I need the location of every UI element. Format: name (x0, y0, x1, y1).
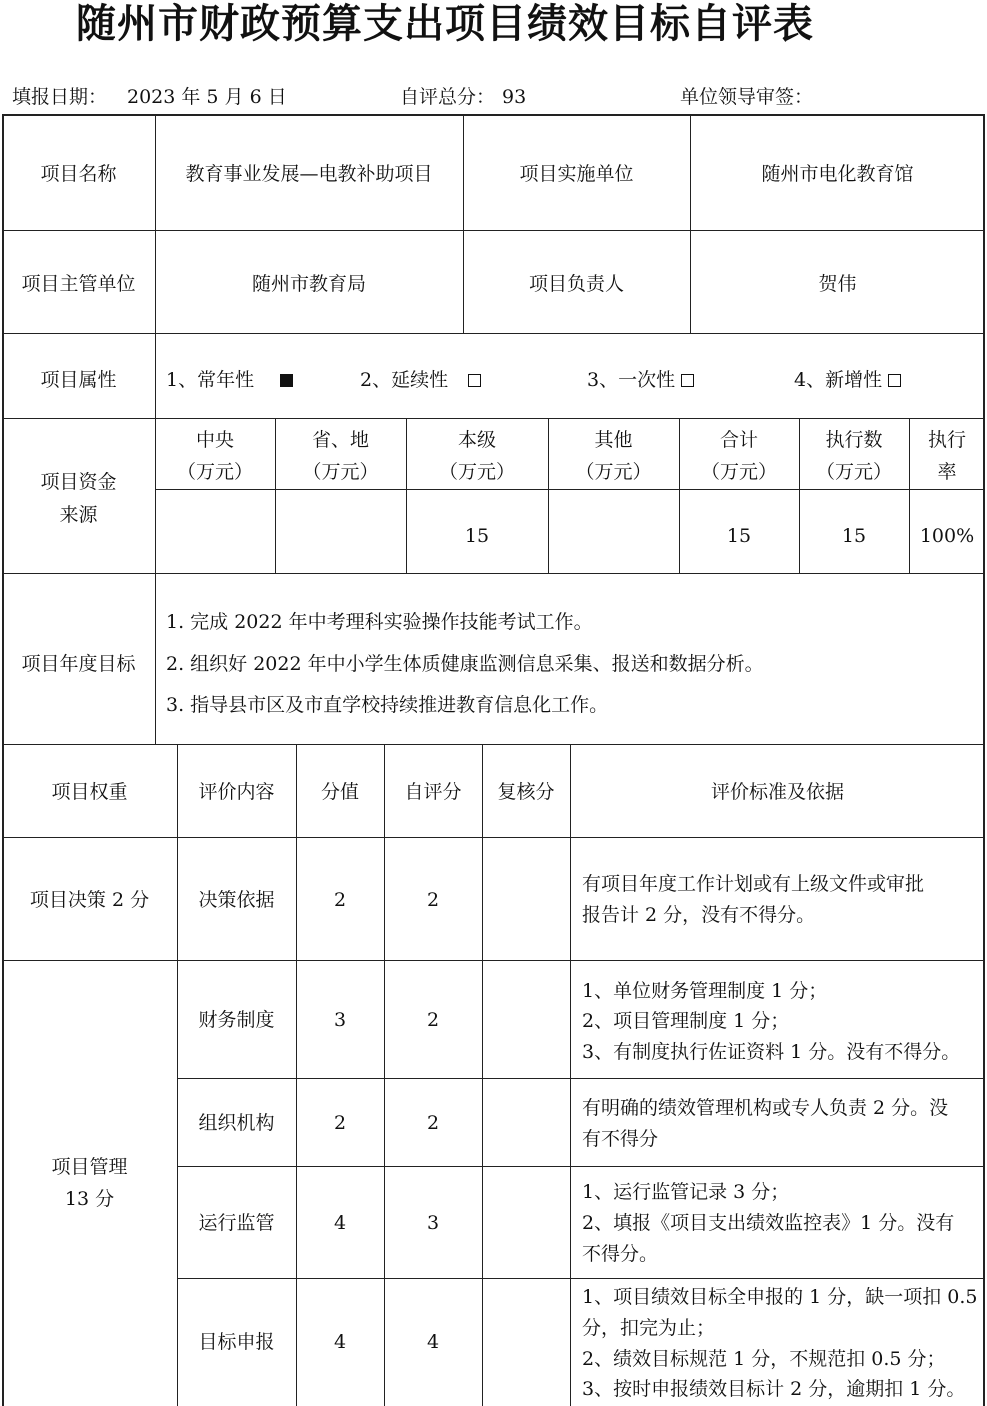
eval-header-weight: 项目权重 (51, 781, 128, 803)
funds-label-line1: 项目资金 (40, 471, 117, 493)
unchecked-box-icon (681, 374, 694, 387)
funds-header-unit: （万元） (302, 461, 379, 483)
form-title: 随州市财政预算支出项目绩效目标自评表 (76, 0, 814, 47)
eval-header-score: 分值 (320, 781, 359, 803)
supervision-self-score: 3 (426, 1212, 440, 1234)
organization-content: 组织机构 (198, 1112, 275, 1134)
funds-header-rate: 执行 (927, 429, 966, 451)
funds-header-local: 本级 (457, 429, 496, 451)
goals-label: 项目年度目标 (21, 653, 136, 675)
project-name: 教育事业发展—电教补助项目 (185, 163, 433, 185)
dept: 随州市教育局 (251, 273, 366, 295)
leader-sign-label: 单位领导审签： (680, 86, 814, 108)
project-leader: 贺伟 (818, 273, 857, 295)
funds-header-unit: （万元） (815, 461, 892, 483)
criteria-line: 3、按时申报绩效目标计 2 分，逾期扣 1 分。 (582, 1378, 966, 1400)
management-weight-score: 13 分 (64, 1188, 115, 1210)
impl-unit: 随州市电化教育馆 (761, 163, 914, 185)
funds-header-unit: （万元） (438, 461, 515, 483)
criteria-line: 1、项目绩效目标全申报的 1 分，缺一项扣 0.5 (582, 1286, 978, 1308)
goal-declaration-self-score: 4 (426, 1331, 440, 1353)
attr-option-onetime[interactable] (587, 364, 694, 396)
attr-option-new[interactable] (794, 364, 901, 396)
goal-item: 3. 指导县市区及市直学校持续推进教育信息化工作。 (166, 694, 609, 716)
supervision-content: 运行监管 (198, 1212, 275, 1234)
criteria-line: 有明确的绩效管理机构或专人负责 2 分。没 (582, 1097, 949, 1119)
organization-score: 2 (333, 1112, 347, 1134)
funds-value-executed: 15 (841, 525, 867, 547)
criteria-line: 有项目年度工作计划或有上级文件或审批 (582, 873, 925, 895)
criteria-line: 不得分。 (582, 1243, 659, 1265)
finance-score: 3 (333, 1009, 347, 1031)
criteria-line: 2、项目管理制度 1 分； (582, 1010, 790, 1032)
funds-value-total: 15 (726, 525, 752, 547)
attr-option-continuing[interactable] (360, 364, 481, 396)
project-name-label: 项目名称 (40, 163, 117, 185)
decision-score: 2 (333, 889, 347, 911)
attr-option-label: 2、延续性 (360, 369, 449, 391)
project-leader-label: 项目负责人 (528, 273, 624, 295)
funds-value-local: 15 (464, 525, 490, 547)
criteria-line: 3、有制度执行佐证资料 1 分。没有不得分。 (582, 1041, 961, 1063)
criteria-line: 分，扣完为止； (582, 1317, 716, 1339)
funds-header-executed: 执行数 (825, 429, 883, 451)
funds-value-rate: 100% (919, 525, 975, 547)
funds-header-total: 合计 (719, 429, 758, 451)
eval-header-review-score: 复核分 (497, 781, 555, 803)
supervision-score: 4 (333, 1212, 347, 1234)
fill-date-label: 填报日期： (12, 86, 108, 108)
total-score: 93 (502, 86, 527, 108)
funds-header-province: 省、地 (311, 429, 369, 451)
checked-box-icon (280, 374, 293, 387)
funds-label-line2: 来源 (59, 504, 98, 526)
goal-declaration-score: 4 (333, 1331, 347, 1353)
criteria-line: 2、填报《项目支出绩效监控表》1 分。没有 (582, 1212, 955, 1234)
funds-header-rate-line2: 率 (937, 461, 957, 483)
eval-header-self-score: 自评分 (404, 781, 462, 803)
eval-header-criteria: 评价标准及依据 (710, 781, 844, 803)
decision-weight: 项目决策 2 分 (29, 889, 150, 911)
finance-content: 财务制度 (198, 1009, 275, 1031)
decision-self-score: 2 (426, 889, 440, 911)
funds-header-unit: （万元） (176, 461, 253, 483)
dept-label: 项目主管单位 (21, 273, 136, 295)
attr-option-recurring[interactable] (166, 364, 293, 396)
unchecked-box-icon (888, 374, 901, 387)
goal-item: 1. 完成 2022 年中考理科实验操作技能考试工作。 (166, 611, 593, 633)
organization-self-score: 2 (426, 1112, 440, 1134)
criteria-line: 报告计 2 分，没有不得分。 (582, 904, 816, 926)
funds-header-unit: （万元） (700, 461, 777, 483)
attr-option-label: 1、常年性 (166, 369, 255, 391)
criteria-line: 1、运行监管记录 3 分； (582, 1181, 790, 1203)
goal-item: 2. 组织好 2022 年中小学生体质健康监测信息采集、报送和数据分析。 (166, 653, 764, 675)
unchecked-box-icon (468, 374, 481, 387)
decision-content: 决策依据 (198, 889, 275, 911)
attr-label: 项目属性 (40, 369, 117, 391)
criteria-line: 1、单位财务管理制度 1 分； (582, 980, 828, 1002)
attr-option-label: 3、一次性 (587, 369, 676, 391)
funds-header-unit: （万元） (575, 461, 652, 483)
total-score-label: 自评总分： (400, 86, 496, 108)
attr-option-label: 4、新增性 (794, 369, 883, 391)
goal-declaration-content: 目标申报 (198, 1331, 275, 1353)
criteria-line: 2、绩效目标规范 1 分，不规范扣 0.5 分； (582, 1348, 946, 1370)
funds-header-other: 其他 (594, 429, 633, 451)
fill-date: 2023 年 5 月 6 日 (127, 86, 287, 108)
eval-header-content: 评价内容 (198, 781, 275, 803)
funds-header-central: 中央 (195, 429, 234, 451)
finance-self-score: 2 (426, 1009, 440, 1031)
impl-unit-label: 项目实施单位 (519, 163, 634, 185)
management-weight: 项目管理 (51, 1156, 128, 1178)
criteria-line: 有不得分 (582, 1128, 659, 1150)
